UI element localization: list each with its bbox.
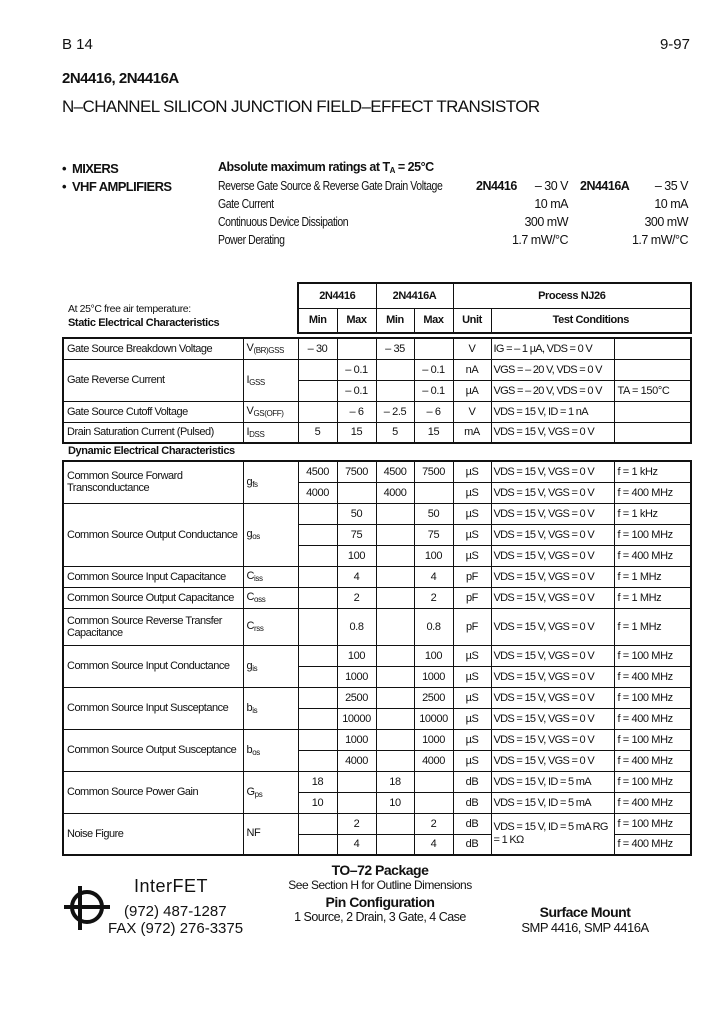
test-condition: VGS = – 20 V, VDS = 0 V (491, 359, 614, 380)
max1-value: 4000 (337, 750, 376, 771)
max2-value: 0.8 (414, 608, 453, 645)
max2-value: 4 (414, 566, 453, 587)
max1-value: 4 (337, 566, 376, 587)
test-condition: VDS = 15 V, VGS = 0 V (491, 729, 614, 750)
feature-item: • MIXERS (62, 161, 119, 176)
unit: dB (453, 813, 491, 834)
frequency-condition: f = 100 MHz (614, 645, 691, 666)
test-condition: VDS = 15 V, ID = 5 mA (491, 771, 614, 792)
parameter-name: Common Source Input Susceptance (63, 687, 243, 729)
rating-label: Continuous Device Dissipation (218, 215, 349, 229)
table-row (63, 401, 691, 422)
frequency-condition: f = 100 MHz (614, 813, 691, 834)
test-condition: VGS = – 20 V, VDS = 0 V (491, 380, 614, 401)
max1-value: 100 (337, 545, 376, 566)
test-condition: VDS = 15 V, VGS = 0 V (491, 524, 614, 545)
process: Process NJ26 (453, 283, 691, 308)
parameter-name: Common Source Power Gain (63, 771, 243, 813)
min2-value: 18 (376, 771, 414, 792)
min1-value (298, 750, 337, 771)
frequency-condition: f = 1 kHz (614, 461, 691, 482)
max2-value: 4 (414, 834, 453, 855)
unit: µS (453, 687, 491, 708)
min2-value: 4500 (376, 461, 414, 482)
smt-parts: SMP 4416, SMP 4416A (521, 920, 649, 935)
frequency-condition: f = 400 MHz (614, 666, 691, 687)
rating-value: 300 mW (524, 215, 568, 229)
min1-value (298, 813, 337, 834)
symbol: NF (243, 813, 298, 855)
symbol: $G_{ps}$ (243, 771, 298, 813)
parameter-name: Common Source Output Susceptance (63, 729, 243, 771)
max1-value: 2500 (337, 687, 376, 708)
min2-value (376, 750, 414, 771)
unit: µS (453, 708, 491, 729)
rating-value: 1.7 mW/°C (631, 233, 688, 247)
rating-value: 10 mA (534, 197, 568, 211)
rating-label: Power Derating (218, 233, 285, 247)
unit: µA (453, 380, 491, 401)
rating-row (218, 233, 688, 251)
parameter-name: Noise Figure (63, 813, 243, 855)
parameter-name: Common Source Input Conductance (63, 645, 243, 687)
col-2n4416: 2N4416 (298, 283, 376, 308)
unit: µS (453, 461, 491, 482)
max1-value (337, 792, 376, 813)
max1-value: 2 (337, 587, 376, 608)
max2-value: 100 (414, 645, 453, 666)
parameter-name: Common Source Reverse Transfer Capacitance (63, 608, 243, 645)
table-row (63, 503, 691, 524)
dynamic-section-title: Dynamic Electrical Characteristics (68, 445, 235, 457)
table-row (63, 359, 691, 380)
table-row (63, 422, 691, 443)
rating-value: – 35 V (654, 179, 688, 193)
frequency-condition: f = 1 MHz (614, 587, 691, 608)
min2-value (376, 608, 414, 645)
frequency-condition: f = 400 MHz (614, 792, 691, 813)
unit: µS (453, 503, 491, 524)
table-row (63, 587, 691, 608)
rating-value: 1.7 mW/°C (511, 233, 568, 247)
min1-value (298, 834, 337, 855)
test-condition: VDS = 15 V, VGS = 0 V (491, 708, 614, 729)
page-number: B 14 (62, 36, 93, 53)
min1-value: 10 (298, 792, 337, 813)
smt-title: Surface Mount (539, 904, 631, 920)
min1-value (298, 708, 337, 729)
max2-value (414, 338, 453, 359)
max2-value: 2500 (414, 687, 453, 708)
unit: mA (453, 422, 491, 443)
min2-value: – 35 (376, 338, 414, 359)
max2-value: 2 (414, 813, 453, 834)
test-condition: VDS = 15 V, ID = 1 nA (491, 401, 614, 422)
table-row (63, 461, 691, 482)
min1-value: – 30 (298, 338, 337, 359)
symbol: $C_{iss}$ (243, 566, 298, 587)
table-row (63, 645, 691, 666)
max1-value: 100 (337, 645, 376, 666)
absolute-max-ratings (218, 160, 688, 251)
unit: nA (453, 359, 491, 380)
frequency-condition: TA = 150°C (614, 380, 691, 401)
table-row (63, 771, 691, 792)
phone: (972) 487-1287 (124, 903, 227, 920)
min2-value (376, 587, 414, 608)
unit: dB (453, 792, 491, 813)
package-info (260, 862, 500, 924)
max1-value: 75 (337, 524, 376, 545)
feature-item: • VHF AMPLIFIERS (62, 179, 172, 194)
min1-value (298, 503, 337, 524)
max2-value: 15 (414, 422, 453, 443)
table-column-header (297, 282, 692, 334)
max2-value: – 0.1 (414, 380, 453, 401)
symbol: $b_{os}$ (243, 729, 298, 771)
rating-value: 10 mA (654, 197, 688, 211)
frequency-condition: f = 1 kHz (614, 503, 691, 524)
min1-value (298, 608, 337, 645)
test-condition: VDS = 15 V, VGS = 0 V (491, 666, 614, 687)
frequency-condition: f = 400 MHz (614, 834, 691, 855)
frequency-condition: f = 100 MHz (614, 524, 691, 545)
rating-part: 2N4416 (476, 179, 517, 193)
frequency-condition: f = 400 MHz (614, 708, 691, 729)
unit: dB (453, 834, 491, 855)
surface-mount-info (505, 904, 665, 935)
static-characteristics-table (62, 337, 692, 444)
max1-value: 0.8 (337, 608, 376, 645)
table-row (63, 338, 691, 359)
rating-part: 2N4416A (580, 179, 630, 193)
frequency-condition (614, 359, 691, 380)
unit: µS (453, 545, 491, 566)
max2-value: 4000 (414, 750, 453, 771)
brand-name: InterFET (134, 876, 209, 896)
unit: pF (453, 566, 491, 587)
symbol: $V_{(BR)GSS}$ (243, 338, 298, 359)
part-numbers: 2N4416, 2N4416A (62, 70, 179, 87)
max1-value: 10000 (337, 708, 376, 729)
max1-value: 15 (337, 422, 376, 443)
parameter-name: Common Source Output Conductance (63, 503, 243, 566)
min1-value (298, 380, 337, 401)
test-condition: VDS = 15 V, ID = 5 mA RG = 1 KΩ (491, 813, 614, 855)
test-conditions-header: Test Conditions (491, 308, 691, 333)
symbol: $I_{DSS}$ (243, 422, 298, 443)
min2-value: 10 (376, 792, 414, 813)
rating-value: 300 mW (644, 215, 688, 229)
parameter-name: Gate Source Breakdown Voltage (63, 338, 243, 359)
parameter-name: Common Source Forward Transconductance (63, 461, 243, 503)
max1-value: 1000 (337, 666, 376, 687)
min2-value: – 2.5 (376, 401, 414, 422)
interfet-logo-icon (62, 882, 112, 932)
symbol: $b_{is}$ (243, 687, 298, 729)
rating-row (218, 179, 688, 197)
static-section-title: Static Electrical Characteristics (68, 317, 220, 329)
test-condition: VDS = 15 V, VGS = 0 V (491, 545, 614, 566)
frequency-condition: f = 100 MHz (614, 687, 691, 708)
rating-row (218, 215, 688, 233)
max1-value: – 0.1 (337, 380, 376, 401)
frequency-condition (614, 422, 691, 443)
table-row (63, 608, 691, 645)
max2-value: 75 (414, 524, 453, 545)
max2-value: 7500 (414, 461, 453, 482)
pin-list: 1 Source, 2 Drain, 3 Gate, 4 Case (294, 910, 466, 924)
dynamic-characteristics-table (62, 460, 692, 856)
min1-value (298, 645, 337, 666)
min2-value (376, 566, 414, 587)
min1-value (298, 359, 337, 380)
min1-value: 5 (298, 422, 337, 443)
test-condition: VDS = 15 V, VGS = 0 V (491, 645, 614, 666)
min2-value (376, 645, 414, 666)
max2-value: 2 (414, 587, 453, 608)
max1-value: 50 (337, 503, 376, 524)
max2-value: 10000 (414, 708, 453, 729)
min2-value: 5 (376, 422, 414, 443)
min-header: Min (376, 308, 414, 333)
unit-header: Unit (453, 308, 491, 333)
unit: µS (453, 524, 491, 545)
min2-value (376, 359, 414, 380)
fax: FAX (972) 276-3375 (108, 920, 244, 937)
max2-value: – 6 (414, 401, 453, 422)
table-row (63, 813, 691, 834)
min2-value (376, 545, 414, 566)
min1-value (298, 545, 337, 566)
min2-value (376, 708, 414, 729)
symbol: $V_{GS(OFF)}$ (243, 401, 298, 422)
max2-value: 1000 (414, 666, 453, 687)
test-condition: VDS = 15 V, VGS = 0 V (491, 461, 614, 482)
max1-value (337, 482, 376, 503)
max1-value: – 6 (337, 401, 376, 422)
frequency-condition: f = 400 MHz (614, 482, 691, 503)
unit: dB (453, 771, 491, 792)
symbol: $g_{fs}$ (243, 461, 298, 503)
max1-value: 2 (337, 813, 376, 834)
unit: pF (453, 587, 491, 608)
max2-value: 1000 (414, 729, 453, 750)
ratings-title: Absolute maximum ratings at $T_A = 25^\circ C$ (218, 160, 434, 175)
unit: µS (453, 482, 491, 503)
test-condition: IG = – 1 µA, VDS = 0 V (491, 338, 614, 359)
unit: µS (453, 645, 491, 666)
max2-value (414, 792, 453, 813)
pin-title: Pin Configuration (325, 894, 435, 910)
rating-value: – 30 V (534, 179, 568, 193)
symbol: $C_{rss}$ (243, 608, 298, 645)
max1-value (337, 338, 376, 359)
table-row (63, 729, 691, 750)
min1-value: 4000 (298, 482, 337, 503)
min1-value (298, 566, 337, 587)
symbol: $C_{oss}$ (243, 587, 298, 608)
min2-value (376, 380, 414, 401)
min2-value (376, 729, 414, 750)
min2-value (376, 834, 414, 855)
parameter-name: Gate Reverse Current (63, 359, 243, 401)
min2-value (376, 687, 414, 708)
frequency-condition: f = 100 MHz (614, 729, 691, 750)
unit: pF (453, 608, 491, 645)
max1-value: – 0.1 (337, 359, 376, 380)
parameter-name: Drain Saturation Current (Pulsed) (63, 422, 243, 443)
min1-value (298, 524, 337, 545)
unit: µS (453, 729, 491, 750)
unit: V (453, 401, 491, 422)
test-condition: VDS = 15 V, VGS = 0 V (491, 503, 614, 524)
frequency-condition (614, 338, 691, 359)
min2-value (376, 666, 414, 687)
parameter-name: Common Source Output Capacitance (63, 587, 243, 608)
min1-value (298, 729, 337, 750)
min1-value (298, 401, 337, 422)
min1-value (298, 687, 337, 708)
max2-value: 100 (414, 545, 453, 566)
max1-value: 4 (337, 834, 376, 855)
frequency-condition: f = 400 MHz (614, 750, 691, 771)
temperature-note: At 25°C free air temperature: (68, 303, 191, 315)
table-row (63, 687, 691, 708)
unit: V (453, 338, 491, 359)
frequency-condition: f = 1 MHz (614, 566, 691, 587)
max2-value (414, 771, 453, 792)
max2-value: – 0.1 (414, 359, 453, 380)
feature-list (62, 160, 171, 196)
min2-value (376, 813, 414, 834)
symbol: $g_{os}$ (243, 503, 298, 566)
symbol: $I_{GSS}$ (243, 359, 298, 401)
test-condition: VDS = 15 V, ID = 5 mA (491, 792, 614, 813)
max1-value: 7500 (337, 461, 376, 482)
rating-label: Gate Current (218, 197, 274, 211)
min2-value (376, 503, 414, 524)
max2-value: 50 (414, 503, 453, 524)
frequency-condition (614, 401, 691, 422)
parameter-name: Gate Source Cutoff Voltage (63, 401, 243, 422)
max1-value: 1000 (337, 729, 376, 750)
symbol: $g_{is}$ (243, 645, 298, 687)
unit: µS (453, 666, 491, 687)
min-header: Min (298, 308, 337, 333)
test-condition: VDS = 15 V, VGS = 0 V (491, 422, 614, 443)
min2-value (376, 524, 414, 545)
rating-row (218, 197, 688, 215)
max-header: Max (337, 308, 376, 333)
min1-value: 18 (298, 771, 337, 792)
test-condition: VDS = 15 V, VGS = 0 V (491, 608, 614, 645)
parameter-name: Common Source Input Capacitance (63, 566, 243, 587)
min1-value (298, 587, 337, 608)
page-title: N–CHANNEL SILICON JUNCTION FIELD–EFFECT TRANSISTOR (62, 97, 540, 116)
package-title: TO–72 Package (331, 862, 429, 878)
test-condition: VDS = 15 V, VGS = 0 V (491, 587, 614, 608)
min2-value: 4000 (376, 482, 414, 503)
frequency-condition: f = 400 MHz (614, 545, 691, 566)
max-header: Max (414, 308, 453, 333)
table-row (63, 566, 691, 587)
frequency-condition: f = 100 MHz (614, 771, 691, 792)
test-condition: VDS = 15 V, VGS = 0 V (491, 750, 614, 771)
max2-value (414, 482, 453, 503)
date: 9-97 (659, 36, 690, 53)
test-condition: VDS = 15 V, VGS = 0 V (491, 482, 614, 503)
min1-value (298, 666, 337, 687)
package-note: See Section H for Outline Dimensions (288, 878, 472, 892)
col-2n4416a: 2N4416A (376, 283, 453, 308)
frequency-condition: f = 1 MHz (614, 608, 691, 645)
test-condition: VDS = 15 V, VGS = 0 V (491, 566, 614, 587)
test-condition: VDS = 15 V, VGS = 0 V (491, 687, 614, 708)
min1-value: 4500 (298, 461, 337, 482)
rating-label: Reverse Gate Source & Reverse Gate Drain Voltage (218, 179, 443, 193)
max1-value (337, 771, 376, 792)
unit: µS (453, 750, 491, 771)
